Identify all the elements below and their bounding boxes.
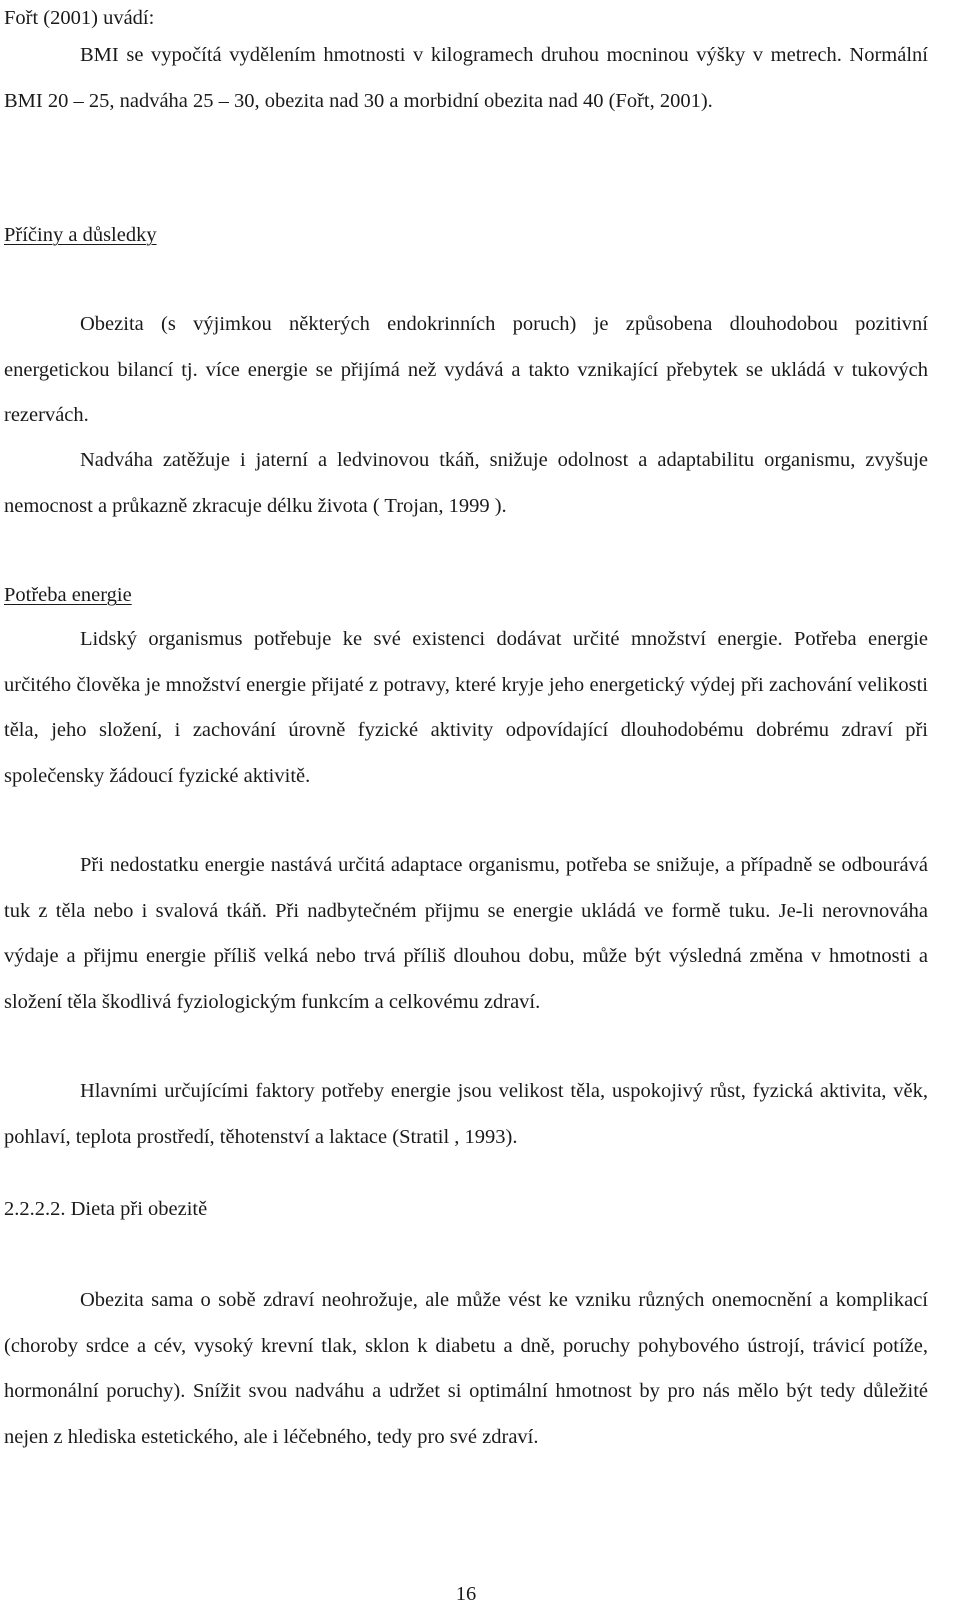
intro-label: Fořt (2001) uvádí: <box>4 7 155 29</box>
page-number: 16 <box>455 1583 477 1605</box>
energy-paragraph-1: Lidský organismus potřebuje ke své existenci dodávat určité množství energie. Potřeba energie určitého člověka je množství energie přijaté z potravy, které kryje jeho energetický výdej při zachování velikosti těla, jeho složení, i zachování úrovně fyzické aktivity odpovídající dlouhodobému dobrému zdraví při společensky žádoucí fyzické aktivitě. <box>4 628 928 787</box>
section-heading-energy: Potřeba energie <box>4 584 132 606</box>
section-heading-causes: Příčiny a důsledky <box>4 224 157 246</box>
causes-paragraph-2: Nadváha zatěžuje i jaterní a ledvinovou tkáň, snižuje odolnost a adaptabilitu organismu, zvyšuje nemocnost a průkazně zkracuje délku života ( Trojan, 1999 ). <box>4 449 928 517</box>
document-page <box>4 0 928 1619</box>
bmi-paragraph: BMI se vypočítá vydělením hmotnosti v kilogramech druhou mocninou výšky v metrech. Normální BMI 20 – 25, nadváha 25 – 30, obezita nad 30 a morbidní obezita nad 40 (Fořt, 2001). <box>4 44 928 112</box>
diet-paragraph-1: Obezita sama o sobě zdraví neohrožuje, ale může vést ke vzniku různých onemocnění a komplikací (choroby srdce a cév, vysoký krevní tlak, sklon k diabetu a dně, poruchy pohybového ústrojí, trávicí potíže, hormonální poruchy). Snížit svou nadváhu a udržet si optimální hmotnost by pro nás mělo být tedy důležité nejen z hlediska estetického, ale i léčebného, tedy pro své zdraví. <box>4 1289 928 1448</box>
energy-paragraph-3: Hlavními určujícími faktory potřeby energie jsou velikost těla, uspokojivý růst, fyzická aktivita, věk, pohlaví, teplota prostředí, těhotenství a laktace (Stratil , 1993). <box>4 1080 928 1148</box>
section-heading-diet: 2.2.2.2. Dieta při obezitě <box>4 1198 208 1220</box>
energy-paragraph-2: Při nedostatku energie nastává určitá adaptace organismu, potřeba se snižuje, a případně se odbourává tuk z těla nebo i svalová tkáň. Při nadbytečném přijmu se energie ukládá ve formě tuku. Je-li nerovnováha výdaje a přijmu energie příliš velká nebo trvá příliš dlouhou dobu, může být výsledná změna v hmotnosti a složení těla škodlivá fyziologickým funkcím a celkovému zdraví. <box>4 854 928 1013</box>
causes-paragraph-1: Obezita (s výjimkou některých endokrinních poruch) je způsobena dlouhodobou pozitivní energetickou bilancí tj. více energie se přijímá než vydává a takto vznikající přebytek se ukládá v tukových rezervách. <box>4 313 928 427</box>
